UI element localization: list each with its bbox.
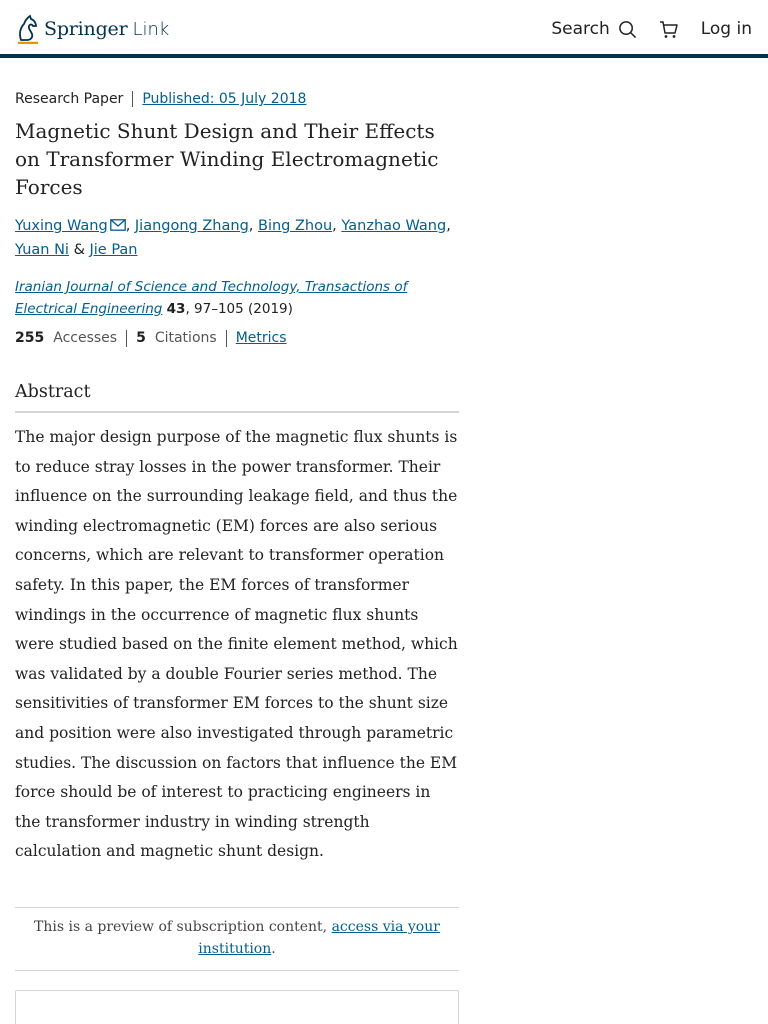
cart-button[interactable] [659, 20, 679, 39]
article-type: Research Paper [15, 91, 124, 107]
article-metrics [15, 326, 459, 350]
springer-link-logo[interactable] [15, 13, 169, 45]
logo-suffix-text: Link [132, 18, 170, 40]
search-icon [618, 20, 637, 39]
divider [132, 91, 133, 107]
divider [226, 330, 227, 347]
metrics-link[interactable]: Metrics [235, 330, 287, 346]
journal-pages-year: , 97–105 (2019) [185, 301, 293, 317]
author-link[interactable]: Yanzhao Wang [341, 218, 447, 234]
login-link[interactable]: Log in [700, 19, 752, 39]
author-and-separator: & [73, 242, 85, 258]
logo-brand-text: Springer [44, 18, 128, 40]
article-meta [15, 86, 459, 112]
published-date-link[interactable]: Published: 05 July 2018 [142, 91, 307, 107]
journal-link[interactable]: Iranian Journal of Science and Technology, Transactions of Electrical Engineering [15, 279, 408, 317]
divider [126, 330, 127, 347]
author-link[interactable]: Jiangong Zhang [134, 218, 249, 234]
author-link[interactable]: Jie Pan [89, 242, 138, 258]
site-header [0, 0, 768, 58]
article-main [15, 86, 459, 971]
preview-end: . [271, 940, 276, 957]
abstract-heading: Abstract [15, 382, 459, 413]
cart-icon [659, 20, 679, 39]
citations-label: Citations [154, 330, 217, 346]
author-list: Yuxing Wang , Jiangong Zhang, Bing Zhou, Yanzhao Wang, Yuan Ni & Jie Pan [15, 218, 451, 258]
abstract-text: The major design purpose of the magnetic flux shunts is to reduce stray losses in the power transformer. Their influence on the surrounding leakage field, and thus the winding electromagnetic (EM) forces are also serious concerns, which are relevant to transformer operation safety. In this paper, the EM forces of transformer windings in the occurrence of magnetic flux shunts were studied based on the finite element method, which was validated by a double Fourier series method. The sensitivities of transformer EM forces to the shunt size and position were also investigated through parametric studies. The discussion on factors that influence the EM force should be of interest to practicing engineers in the transformer industry in winding strength calculation and magnetic shunt design. [15, 428, 458, 861]
journal-volume: 43 [166, 301, 186, 317]
author-link[interactable]: Yuxing Wang [15, 218, 108, 234]
article-title: Magnetic Shunt Design and Their Effects on Transformer Winding Electromagnetic Forces [15, 119, 439, 199]
springer-horse-icon [15, 14, 41, 44]
journal-citation [15, 276, 459, 320]
header-nav [551, 16, 752, 42]
mail-icon[interactable] [110, 219, 126, 231]
access-institution-link[interactable]: access via your institution [198, 918, 440, 957]
search-label: Search [551, 19, 610, 39]
accesses-label: Accesses [53, 330, 118, 346]
preview-text: This is a preview of subscription content, [34, 918, 328, 935]
accesses-count: 255 [15, 330, 45, 346]
citations-count: 5 [136, 330, 146, 346]
subscription-preview-notice [15, 907, 459, 971]
search-button[interactable] [551, 19, 636, 39]
author-link[interactable]: Yuan Ni [15, 242, 69, 258]
access-options-box [15, 990, 459, 1024]
author-link[interactable]: Bing Zhou [258, 218, 333, 234]
